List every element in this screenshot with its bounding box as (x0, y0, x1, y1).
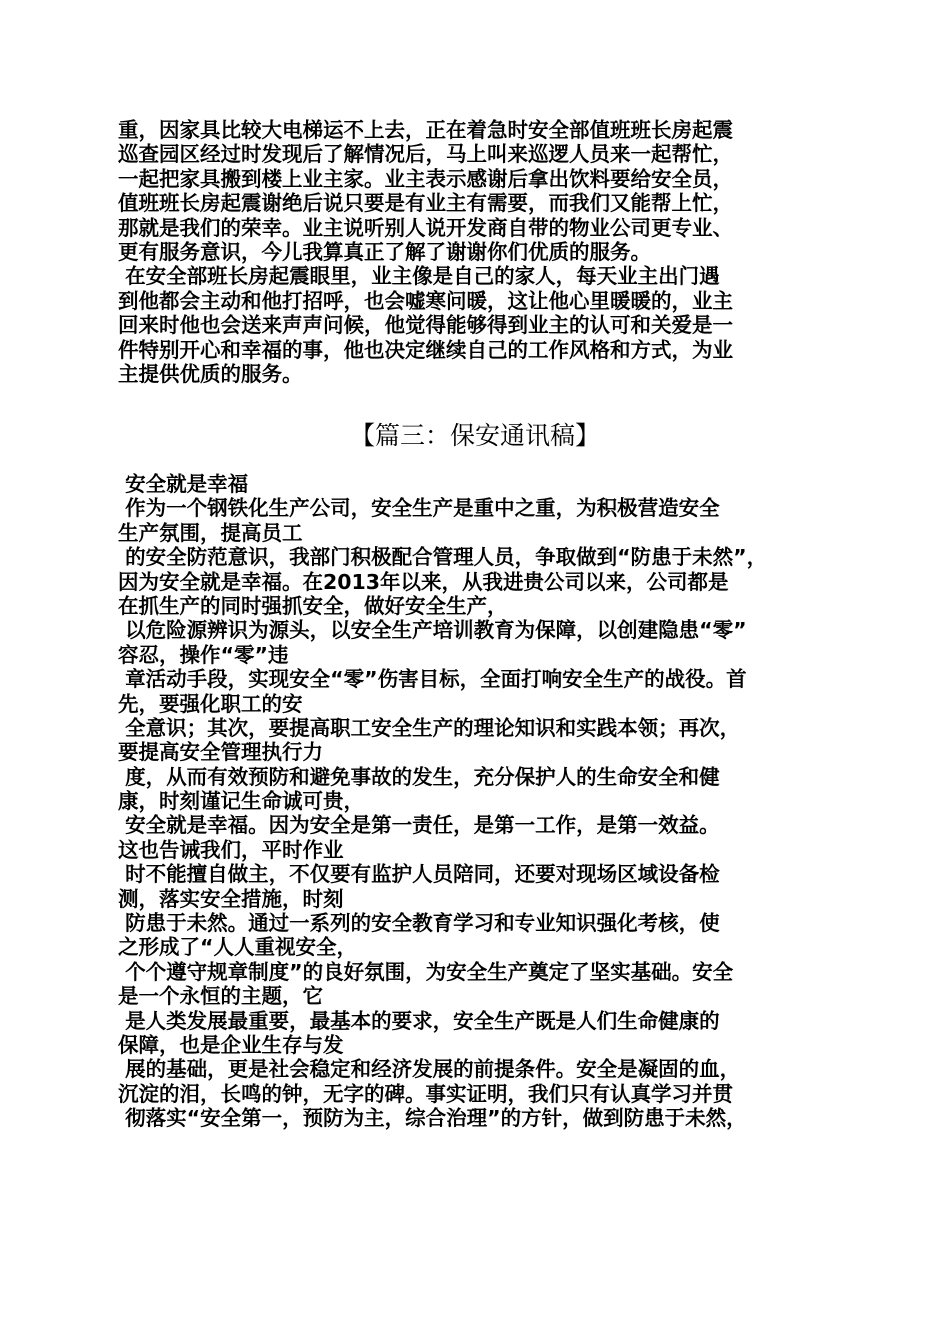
text-line: 那就是我们的荣幸。业主说听别人说开发商自带的物业公司更专业、 (118, 215, 733, 240)
text-line: 沉淀的泪，长鸣的钟，无字的碑。事实证明，我们只有认真学习并贯 (118, 1081, 733, 1106)
text-line: 生产氛围，提高员工 (118, 520, 303, 545)
text-line: 之形成了“人人重视安全， (118, 935, 357, 960)
text-line: 时不能擅自做主，不仅要有监护人员陪同，还要对现场区域设备检 (118, 862, 720, 887)
text-line: 是人类发展最重要，最基本的要求，安全生产既是人们生命健康的 (118, 1008, 720, 1033)
text-line: 主提供优质的服务。 (118, 361, 303, 386)
text-line: 因为安全就是幸福。在2013年以来，从我进贵公司以来，公司都是 (118, 569, 729, 594)
text-line: 要提高安全管理执行力 (118, 740, 323, 765)
paragraph-block-top (118, 118, 838, 386)
text-line: 重，因家具比较大电梯运不上去，正在着急时安全部值班班长房起震 (118, 118, 733, 142)
text-line: 巡查园区经过时发现后了解情况后，马上叫来巡逻人员来一起帮忙， (118, 142, 733, 167)
paragraph-block-bottom (118, 472, 838, 1131)
text-line: 一起把家具搬到楼上业主家。业主表示感谢后拿出饮料要给安全员， (118, 166, 733, 191)
text-line: 在安全部班长房起震眼里，业主像是自己的家人，每天业主出门遇 (118, 264, 720, 289)
text-line: 件特别开心和幸福的事，他也决定继续自己的工作风格和方式，为业 (118, 337, 733, 362)
text-line: 更有服务意识，今儿我算真正了解了谢谢你们优质的服务。 (118, 239, 651, 264)
text-line: 康，时刻谨记生命诚可贵， (118, 789, 364, 814)
text-line: 安全就是幸福 (118, 472, 249, 496)
text-line: 回来时他也会送来声声问候，他觉得能够得到业主的认可和关爱是一 (118, 313, 733, 338)
text-line: 章活动手段，实现安全“零”伤害目标，全面打响安全生产的战役。首 (118, 667, 747, 692)
text-line: 以危险源辨识为源头，以安全生产培训教育为保障，以创建隐患“零” (118, 618, 747, 643)
text-line: 展的基础，更是社会稳定和经济发展的前提条件。安全是凝固的血， (118, 1057, 741, 1082)
text-line: 彻落实“安全第一，预防为主，综合治理”的方针，做到防患于未然， (118, 1106, 747, 1131)
text-line: 全意识；其次，要提高职工安全生产的理论知识和实践本领；再次， (118, 715, 741, 740)
text-line: 保障，也是企业生存与发 (118, 1032, 344, 1057)
text-line: 先，要强化职工的安 (118, 691, 303, 716)
text-line: 到他都会主动和他打招呼，也会嘘寒问暖，这让他心里暖暖的，业主 (118, 288, 733, 313)
text-line: 作为一个钢铁化生产公司，安全生产是重中之重，为积极营造安全 (118, 496, 720, 521)
text-line: 容忍，操作“零”违 (118, 642, 289, 667)
text-line: 是一个永恒的主题，它 (118, 984, 323, 1009)
text-line: 测，落实安全措施，时刻 (118, 886, 344, 911)
text-line: 防患于未然。通过一系列的安全教育学习和专业知识强化考核，使 (118, 911, 720, 936)
text-line: 安全就是幸福。因为安全是第一责任，是第一工作，是第一效益。 (118, 813, 720, 838)
text-line: 的安全防范意识，我部门积极配合管理人员，争取做到“防患于未然”， (118, 545, 768, 570)
text-line: 度，从而有效预防和避免事故的发生，充分保护人的生命安全和健 (118, 764, 720, 789)
text-line: 值班班长房起震谢绝后说只要是有业主有需要，而我们又能帮上忙， (118, 191, 733, 216)
text-line: 个个遵守规章制度”的良好氛围，为安全生产奠定了坚实基础。安全 (118, 959, 734, 984)
section-heading: 【篇三：保安通讯稿】 (349, 421, 600, 450)
text-line: 这也告诫我们，平时作业 (118, 837, 344, 862)
text-line: 在抓生产的同时强抓安全，做好安全生产， (118, 593, 508, 618)
